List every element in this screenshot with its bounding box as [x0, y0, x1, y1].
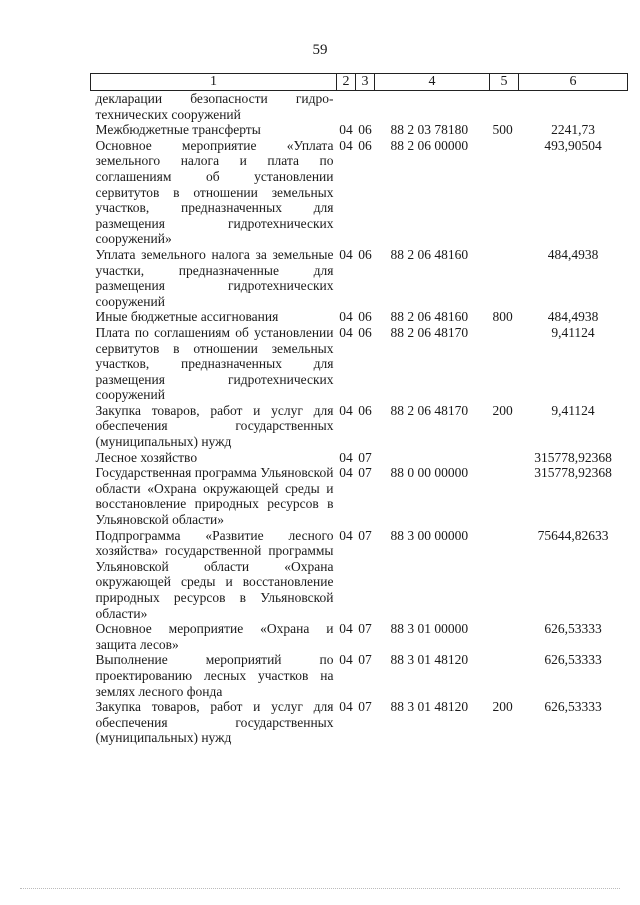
header-col-6: 6 — [519, 74, 628, 91]
row-section: 04 — [339, 402, 353, 418]
row-amount: 9,41124 — [551, 324, 595, 340]
row-amount: 626,53333 — [544, 699, 602, 715]
row-name: Уплата земельного налога за земельные участки, предназначенные для размещения гидротехнических сооружений — [95, 246, 334, 309]
table-body — [91, 91, 628, 746]
table-row — [91, 247, 628, 309]
table-row — [91, 122, 628, 138]
row-subsection: 06 — [358, 137, 372, 153]
table-header — [91, 74, 628, 91]
row-section: 04 — [339, 621, 353, 637]
row-amount: 493,90504 — [544, 137, 602, 153]
row-target-article: 88 3 01 00000 — [390, 621, 469, 637]
row-section: 04 — [339, 122, 353, 138]
row-target-article: 88 3 00 00000 — [390, 527, 469, 543]
row-subsection: 07 — [358, 449, 372, 465]
row-amount: 75644,82633 — [537, 527, 609, 543]
row-expense-type — [490, 528, 519, 622]
row-target-article: 88 2 06 48170 — [390, 402, 469, 418]
row-section: 04 — [339, 449, 353, 465]
row-subsection: 06 — [358, 246, 372, 262]
row-target-article: 88 0 00 00000 — [390, 465, 469, 481]
row-section: 04 — [339, 137, 353, 153]
row-expense-type: 200 — [492, 699, 513, 715]
row-amount: 484,4938 — [547, 309, 599, 325]
row-name: Иные бюджетные ассигнования — [95, 309, 279, 325]
row-expense-type — [490, 325, 519, 403]
row-subsection: 06 — [358, 324, 372, 340]
row-section: 04 — [339, 699, 353, 715]
row-name: Государственная программа Ульяновской области «Охрана окружающей среды и восстановление природных ресурсов в Ульяновской области» — [95, 465, 334, 528]
row-expense-type — [490, 138, 519, 247]
row-name: декларации безопасности гидро-технических сооружений — [95, 91, 334, 122]
header-col-4: 4 — [375, 74, 490, 91]
row-amount: 484,4938 — [547, 246, 599, 262]
row-subsection: 06 — [358, 122, 372, 138]
row-target-article: 88 3 01 48120 — [390, 652, 469, 668]
row-name: Основное мероприятие «Охрана и защита лесов» — [95, 621, 334, 652]
page-number: 59 — [312, 42, 328, 58]
table-row — [91, 652, 628, 699]
row-subsection: 07 — [358, 527, 372, 543]
row-subsection: 07 — [358, 621, 372, 637]
row-expense-type — [490, 465, 519, 527]
row-expense-type — [490, 247, 519, 309]
row-subsection: 07 — [358, 652, 372, 668]
row-expense-type — [490, 652, 519, 699]
row-amount: 315778,92368 — [534, 465, 612, 481]
table-row — [91, 403, 628, 450]
row-section: 04 — [339, 652, 353, 668]
row-name: Лесное хозяйство — [95, 449, 198, 465]
row-section: 04 — [339, 309, 353, 325]
row-expense-type: 200 — [492, 402, 513, 418]
table-row — [91, 325, 628, 403]
row-expense-type — [490, 621, 519, 652]
row-target-article — [375, 450, 490, 466]
row-name: Подпрограмма «Развитие лесного хозяйства» государственной программы Ульяновской области «Охрана окружающей среды и восстановление природных ресурсов в Ульяновской области» — [95, 527, 334, 621]
row-section: 04 — [339, 465, 353, 481]
bottom-divider — [20, 888, 620, 890]
header-col-3: 3 — [356, 74, 375, 91]
header-col-1: 1 — [91, 74, 337, 91]
table-row — [91, 309, 628, 325]
row-target-article: 88 2 06 48160 — [390, 309, 469, 325]
table-row — [91, 450, 628, 466]
row-subsection: 07 — [358, 465, 372, 481]
row-expense-type: 800 — [492, 309, 513, 325]
row-name: Основное мероприятие «Уплата земельного налога и плата по соглашениям об установлении сервитутов в отношении земельных участков, предназначенных для размещения гидротехнических сооружений» — [95, 137, 334, 247]
row-amount: 315778,92368 — [534, 449, 612, 465]
row-name: Выполнение мероприятий по проектированию лесных участков на землях лесного фонда — [95, 652, 334, 699]
header-col-2: 2 — [337, 74, 356, 91]
row-expense-type: 500 — [492, 122, 513, 138]
table-row — [91, 699, 628, 746]
table-row — [91, 138, 628, 247]
row-section — [337, 91, 356, 123]
row-subsection: 06 — [358, 402, 372, 418]
row-name: Закупка товаров, работ и услуг для обеспечения государственных (муниципальных) нужд — [95, 402, 334, 450]
row-target-article: 88 2 06 00000 — [390, 137, 469, 153]
table-row — [91, 621, 628, 652]
table-row — [91, 528, 628, 622]
header-col-5: 5 — [490, 74, 519, 91]
row-target-article: 88 3 01 48120 — [390, 699, 469, 715]
row-name: Закупка товаров, работ и услуг для обеспечения государственных (муниципальных) нужд — [95, 699, 334, 746]
row-section: 04 — [339, 324, 353, 340]
row-target-article: 88 2 06 48160 — [390, 246, 469, 262]
row-section: 04 — [339, 246, 353, 262]
row-expense-type — [490, 450, 519, 466]
row-amount: 626,53333 — [544, 652, 602, 668]
row-target-article: 88 2 03 78180 — [390, 122, 469, 138]
row-section: 04 — [339, 527, 353, 543]
row-name: Межбюджетные трансферты — [95, 122, 261, 138]
row-target-article: 88 2 06 48170 — [390, 324, 469, 340]
row-subsection: 06 — [358, 309, 372, 325]
row-amount: 2241,73 — [551, 122, 595, 138]
row-subsection: 07 — [358, 699, 372, 715]
row-amount — [519, 91, 628, 123]
row-expense-type — [490, 91, 519, 123]
row-amount: 9,41124 — [551, 402, 595, 418]
table-row — [91, 465, 628, 527]
row-name: Плата по соглашениям об установлении сервитутов в отношении земельных участков, предназначенных для размещения гидротехнических сооружений — [95, 324, 334, 403]
row-subsection — [356, 91, 375, 123]
row-amount: 626,53333 — [544, 621, 602, 637]
row-target-article — [375, 91, 490, 123]
budget-table — [90, 73, 628, 746]
table-row — [91, 91, 628, 123]
